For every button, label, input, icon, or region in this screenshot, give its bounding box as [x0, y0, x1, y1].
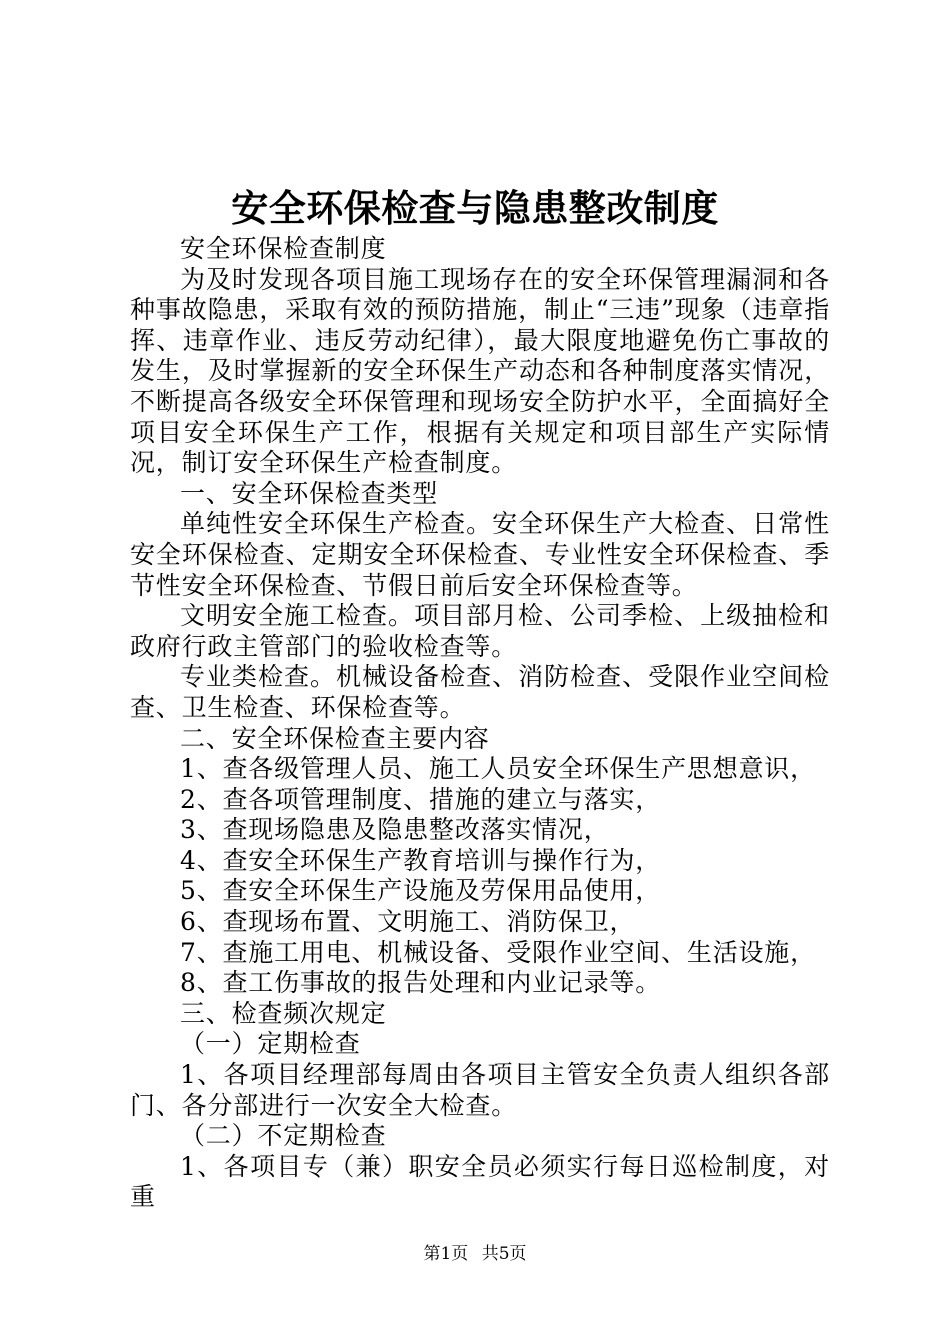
paragraph: 安全环保检查制度 [180, 234, 387, 263]
paragraph: 单纯性安全环保生产检查。安全环保生产大检查、日常性安全环保检查、定期安全环保检查、专业性安全环保检查、季节性安全环保检查、节假日前后安全环保检查等。 [130, 509, 830, 600]
section-heading: 一、安全环保检查类型 [180, 478, 439, 508]
list-item: 4、查安全环保生产教育培训与操作行为， [180, 845, 662, 875]
list-item: 5、查安全环保生产设施及劳保用品使用， [180, 876, 662, 906]
page-footer [0, 1242, 950, 1266]
paragraph: 文明安全施工检查。项目部月检、公司季检、上级抽检和政府行政主管部门的验收检查等。 [130, 601, 830, 661]
section-heading: 三、检查频次规定 [180, 998, 387, 1028]
document-body [130, 234, 830, 1213]
list-item: 1、查各级管理人员、施工人员安全环保生产思想意识， [180, 754, 816, 784]
page-number: 第1页 [423, 1244, 469, 1264]
list-item: 1、各项目经理部每周由各项目主管安全负责人组织各部门、各分部进行一次安全大检查。 [130, 1060, 830, 1120]
list-item: 1、各项目专（兼）职安全员必须实行每日巡检制度，对重 [130, 1151, 830, 1212]
subsection-heading: （一）定期检查 [180, 1029, 361, 1059]
list-item: 6、查现场布置、文明施工、消防保卫， [180, 907, 636, 937]
list-item: 3、查现场隐患及隐患整改落实情况， [180, 815, 610, 845]
subsection-heading: （二）不定期检查 [180, 1121, 387, 1151]
page-total: 共5页 [481, 1244, 527, 1264]
list-item: 8、查工伤事故的报告处理和内业记录等。 [180, 968, 662, 998]
paragraph: 为及时发现各项目施工现场存在的安全环保管理漏洞和各种事故隐患，采取有效的预防措施，制止“三违”现象（违章指挥、违章作业、违反劳动纪律），最大限度地避免伤亡事故的发生，及时掌握新的安全环保生产动态和各种制度落实情况，不断提高各级安全环保管理和现场安全防护水平，全面搞好全项目安全环保生产工作，根据有关规定和项目部生产实际情况，制订安全环保生产检查制度。 [130, 264, 830, 478]
section-heading: 二、安全环保检查主要内容 [180, 723, 490, 753]
list-item: 7、查施工用电、机械设备、受限作业空间、生活设施， [180, 937, 816, 967]
list-item: 2、查各项管理制度、措施的建立与落实， [180, 784, 662, 814]
paragraph: 专业类检查。机械设备检查、消防检查、受限作业空间检查、卫生检查、环保检查等。 [130, 662, 830, 722]
document-title: 安全环保检查与隐患整改制度 [231, 186, 719, 230]
